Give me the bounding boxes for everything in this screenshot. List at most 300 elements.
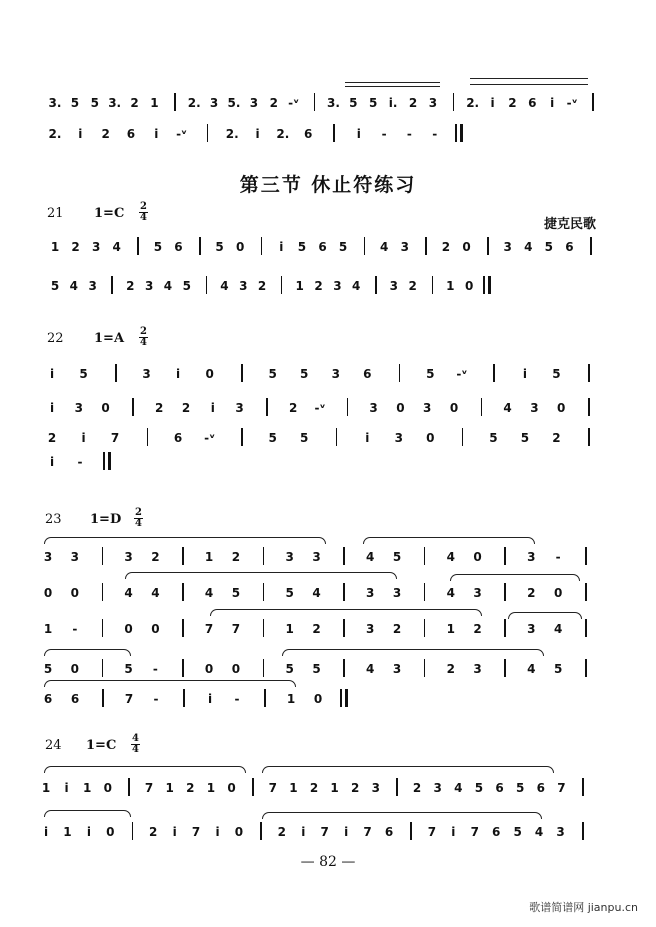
barline [399, 364, 401, 382]
note: 3 [400, 240, 409, 254]
note: 5 [392, 550, 402, 564]
barline [199, 237, 201, 255]
barline [582, 778, 584, 796]
slur [44, 810, 131, 817]
note: 4 [366, 550, 375, 564]
note: - [77, 455, 83, 469]
barline [182, 583, 184, 601]
note: 5 [124, 662, 133, 676]
note: 2 [314, 279, 323, 293]
note: 2 [186, 781, 195, 795]
note: 5 [268, 431, 277, 445]
note: 5 [544, 240, 554, 254]
note: 5 [515, 781, 525, 795]
barline [132, 822, 134, 840]
barline [504, 659, 506, 677]
note: 1 [206, 781, 216, 795]
barline [592, 93, 594, 111]
section-title: 第三节 休止符练习 [239, 174, 417, 196]
barline [137, 237, 139, 255]
note: 1 [50, 240, 60, 254]
time-signature: 2 4 [140, 201, 147, 223]
slur [262, 812, 542, 819]
note: 2 [508, 96, 517, 110]
note: 0 [473, 550, 482, 564]
note: - [72, 622, 78, 636]
note: - [153, 692, 159, 706]
note: 3 [74, 401, 83, 415]
barline [588, 428, 590, 446]
note: 3 [369, 401, 378, 415]
note: 3 [423, 401, 432, 415]
note: 5 [231, 586, 241, 600]
note: 5 [369, 96, 378, 110]
slur [508, 612, 582, 619]
note: 7 [144, 781, 154, 795]
note: 0 [553, 586, 563, 600]
barline [424, 659, 426, 677]
note: 0 [557, 401, 566, 415]
final-barline [345, 689, 348, 707]
note: 3 [249, 96, 259, 110]
note: i [172, 825, 177, 839]
note: 2 [257, 279, 267, 293]
note: 6 [528, 96, 537, 110]
note: 6 [318, 240, 327, 254]
note: 3 [389, 279, 399, 293]
barline [241, 428, 243, 446]
ex21-row-2 [0, 276, 656, 296]
note: i [176, 367, 181, 381]
note: 6 [384, 825, 394, 839]
note: - [152, 662, 158, 676]
final-barline-thin [340, 689, 342, 707]
note: 2 [277, 825, 287, 839]
note: 2 [149, 825, 158, 839]
note: 5 [349, 96, 358, 110]
exercise-number: 22 [47, 331, 64, 346]
note: 1 [330, 781, 339, 795]
barline [266, 398, 268, 416]
note: 5 [312, 662, 321, 676]
note: -ᵛ [204, 431, 216, 445]
ex22-row-2 [0, 398, 656, 418]
barline [111, 276, 113, 294]
barline [115, 364, 117, 382]
key-signature: 1=C [94, 206, 125, 221]
note: 0 [396, 401, 405, 415]
barline [582, 822, 584, 840]
slur [125, 572, 397, 579]
note: 0 [236, 240, 245, 254]
note: i [78, 127, 83, 141]
time-signature: 4 4 [132, 733, 139, 755]
note: 0 [464, 279, 474, 293]
note: 3 [91, 240, 101, 254]
barline [281, 276, 283, 294]
barline [432, 276, 434, 294]
note: 3. [48, 96, 62, 110]
note: 0 [313, 692, 323, 706]
note: i [215, 825, 220, 839]
note: 5 [520, 431, 530, 445]
note: 0 [43, 586, 53, 600]
note: 0 [124, 622, 133, 636]
note: i [451, 825, 456, 839]
barline [504, 583, 506, 601]
note: 6 [303, 127, 313, 141]
note: 2 [71, 240, 80, 254]
note: 0 [151, 622, 160, 636]
note: 2 [552, 431, 561, 445]
barline [147, 428, 149, 446]
barline [102, 619, 104, 637]
note: 2 [312, 622, 321, 636]
top-slur-line-b [345, 86, 440, 87]
note: 2 [441, 240, 451, 254]
note: 3. [326, 96, 340, 110]
note: 2 [289, 401, 298, 415]
barline [102, 547, 104, 565]
note: 3 [503, 240, 512, 254]
ex23-row-1 [0, 547, 656, 567]
barline [264, 689, 266, 707]
barline [314, 93, 316, 111]
barline [102, 659, 104, 677]
exercise-number: 21 [47, 206, 64, 221]
note: 2. [276, 127, 290, 141]
top-row-1 [0, 93, 656, 113]
note: 2 [408, 96, 418, 110]
top-slur-line-c [470, 78, 588, 79]
note: 5 [215, 240, 224, 254]
note: i [207, 692, 213, 706]
barline [343, 619, 345, 637]
note: 5 [552, 367, 561, 381]
barline [585, 547, 587, 565]
note: 7 [110, 431, 120, 445]
barline [462, 428, 464, 446]
note: i [43, 825, 49, 839]
note: 7 [557, 781, 566, 795]
barline [182, 619, 184, 637]
note: 2 [527, 586, 536, 600]
key-signature: 1=A [94, 331, 125, 346]
note: 1 [286, 692, 296, 706]
note: 4 [352, 279, 361, 293]
note: 6 [495, 781, 504, 795]
exercise-number: 24 [45, 738, 62, 753]
note: 7 [470, 825, 479, 839]
slur [210, 609, 482, 616]
ex23-row-5 [0, 689, 656, 709]
note: 5 [70, 96, 80, 110]
slur [44, 680, 296, 687]
slur [262, 766, 554, 773]
note: 2 [446, 662, 455, 676]
note: 3 [144, 279, 154, 293]
note: 2. [187, 96, 201, 110]
note: 3 [556, 825, 565, 839]
note: 1 [165, 781, 174, 795]
note: i [490, 96, 495, 110]
barline [424, 583, 426, 601]
note: 5 [50, 279, 60, 293]
note: 2 [101, 127, 110, 141]
note: 2 [151, 550, 160, 564]
barline [343, 547, 345, 565]
note: - [432, 127, 438, 141]
note: 5 [338, 240, 348, 254]
time-signature: 2 4 [135, 507, 142, 529]
note: i [210, 401, 215, 415]
note: 1 [150, 96, 159, 110]
barline [333, 124, 335, 142]
note: 0 [449, 401, 459, 415]
note: 4 [69, 279, 78, 293]
note: i [522, 367, 527, 381]
note: 7 [191, 825, 201, 839]
note: 4 [454, 781, 463, 795]
note: 3 [530, 401, 539, 415]
note: 3 [428, 96, 438, 110]
note: 7 [363, 825, 372, 839]
barline [343, 583, 345, 601]
note: 3 [124, 550, 133, 564]
note: 0 [70, 586, 80, 600]
slur [363, 537, 535, 544]
note: 5 [474, 781, 484, 795]
note: 5 [426, 367, 435, 381]
exercise-number: 23 [45, 512, 62, 527]
slur [44, 537, 326, 544]
note: i [86, 825, 91, 839]
barline [585, 659, 587, 677]
time-signature: 2 4 [140, 326, 147, 348]
watermark: 歌谱简谱网 jianpu.cn [529, 901, 638, 914]
barline [182, 547, 184, 565]
note: 7 [320, 825, 329, 839]
note: 5 [300, 431, 309, 445]
final-barline [488, 276, 491, 294]
note: 7 [231, 622, 241, 636]
note: i [550, 96, 555, 110]
note: i [255, 127, 260, 141]
note: 7 [268, 781, 277, 795]
final-barline [108, 452, 111, 470]
barline [174, 93, 176, 111]
barline [424, 547, 426, 565]
slur [450, 574, 580, 581]
final-barline-thin [103, 452, 105, 470]
barline [481, 398, 483, 416]
barline [263, 619, 265, 637]
barline [263, 659, 265, 677]
note: 2 [181, 401, 191, 415]
note: -ᵛ [288, 96, 300, 110]
note: i [301, 825, 306, 839]
note: 3 [392, 662, 402, 676]
note: 5 [153, 240, 163, 254]
note: 6 [126, 127, 136, 141]
barline [425, 237, 427, 255]
note: 0 [227, 781, 236, 795]
barline [182, 659, 184, 677]
note: 3 [43, 550, 53, 564]
note: 4 [380, 240, 389, 254]
note: 7 [124, 692, 134, 706]
barline [102, 689, 104, 707]
note: i. [388, 96, 398, 110]
note: 6 [173, 431, 183, 445]
ex22-row-1 [0, 364, 656, 384]
top-slur-line-a [345, 82, 440, 83]
note: 4 [124, 586, 133, 600]
ex24-row-2 [0, 822, 656, 842]
note: 3 [142, 367, 151, 381]
note: i [49, 455, 55, 469]
note: 1 [41, 781, 51, 795]
note: 5 [268, 367, 277, 381]
note: 3 [333, 279, 342, 293]
barline [206, 276, 208, 294]
barline [207, 124, 209, 142]
note: 2. [466, 96, 480, 110]
note: 4 [366, 662, 375, 676]
barline [504, 547, 506, 565]
note: 5 [513, 825, 522, 839]
barline [424, 619, 426, 637]
note: 6 [174, 240, 183, 254]
note: 3 [331, 367, 340, 381]
note: 3 [394, 431, 403, 445]
note: i [344, 825, 349, 839]
note: i [64, 781, 69, 795]
note: - [234, 692, 240, 706]
ex22-row-3 [0, 428, 656, 448]
ex24-row-1 [0, 778, 656, 798]
note: i [81, 431, 86, 445]
note: 0 [204, 662, 214, 676]
slur [282, 649, 544, 656]
note: - [406, 127, 412, 141]
note: 5 [285, 586, 294, 600]
note: 3 [527, 550, 536, 564]
note: 5 [43, 662, 53, 676]
note: 3 [285, 550, 294, 564]
barline [396, 778, 398, 796]
barline [375, 276, 377, 294]
barline [493, 364, 495, 382]
note: i [49, 367, 55, 381]
ex21-row-1 [0, 237, 656, 257]
note: 4 [446, 586, 455, 600]
note: 3 [209, 96, 219, 110]
note: - [381, 127, 387, 141]
note: 1 [83, 781, 92, 795]
note: 3 [473, 586, 482, 600]
note: 2 [231, 550, 241, 564]
final-barline [460, 124, 463, 142]
note: 3 [527, 622, 536, 636]
ex23-row-4 [0, 659, 656, 679]
barline [343, 659, 345, 677]
note: 5 [182, 279, 191, 293]
barline [453, 93, 455, 111]
note: 4 [312, 586, 321, 600]
note: 6 [492, 825, 501, 839]
note: 7 [427, 825, 437, 839]
barline [585, 583, 587, 601]
note: -ᵛ [176, 127, 188, 141]
barline [336, 428, 338, 446]
note: 6 [536, 781, 545, 795]
note: 1 [285, 622, 294, 636]
note: 4 [163, 279, 173, 293]
ex23-row-2 [0, 583, 656, 603]
barline [183, 689, 185, 707]
note: 6 [565, 240, 574, 254]
barline [263, 583, 265, 601]
barline [588, 398, 590, 416]
note: -ᵛ [314, 401, 326, 415]
note: 3 [70, 550, 80, 564]
note: 3. [108, 96, 122, 110]
note: - [555, 550, 561, 564]
note: 4 [527, 662, 536, 676]
note: i [279, 240, 284, 254]
ex23-row-3 [0, 619, 656, 639]
note: 5 [79, 367, 88, 381]
barline [504, 619, 506, 637]
note: 2. [48, 127, 62, 141]
note: 0 [205, 367, 214, 381]
note: 2 [155, 401, 164, 415]
note: 0 [70, 662, 80, 676]
final-barline-thin [483, 276, 485, 294]
note: 4 [151, 586, 160, 600]
note: 3 [473, 662, 482, 676]
note: 1 [204, 550, 214, 564]
note: 1 [295, 279, 304, 293]
note: -ᵛ [456, 367, 468, 381]
barline [261, 237, 263, 255]
note: 4 [524, 240, 533, 254]
key-signature: 1=C [86, 738, 117, 753]
note: i [365, 431, 370, 445]
note: 1 [63, 825, 72, 839]
note: 3 [88, 279, 97, 293]
note: 3 [392, 586, 402, 600]
note: 2 [126, 279, 135, 293]
barline [585, 619, 587, 637]
note: 3 [239, 279, 248, 293]
key-signature: 1=D [90, 512, 122, 527]
note: 5 [553, 662, 563, 676]
barline [588, 364, 590, 382]
slur [44, 766, 246, 773]
note: 3 [366, 622, 375, 636]
note: 3 [366, 586, 375, 600]
note: 1 [446, 279, 455, 293]
note: 3 [312, 550, 321, 564]
note: 6 [43, 692, 53, 706]
note: 4 [204, 586, 214, 600]
page-number: — 82 — [300, 854, 356, 870]
barline [252, 778, 254, 796]
note: 1 [289, 781, 298, 795]
note: 2 [392, 622, 402, 636]
